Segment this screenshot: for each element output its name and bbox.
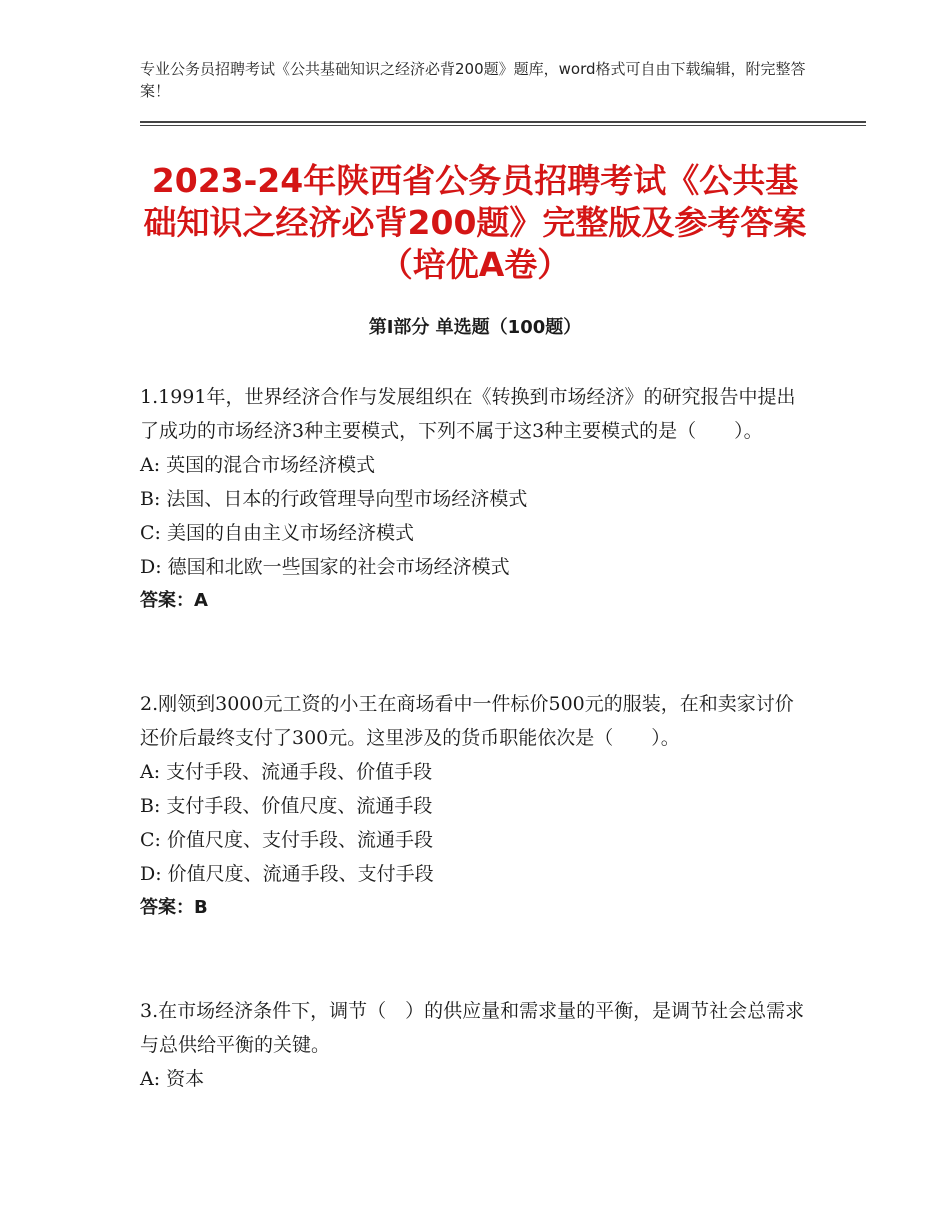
question-3 xyxy=(140,994,810,1096)
answer: 答案：B xyxy=(140,897,208,918)
question-1 xyxy=(140,380,810,618)
option-a: A: 资本 xyxy=(140,1068,205,1090)
document-title: 2023-24年陕西省公务员招聘考试《公共基础知识之经济必背200题》完整版及参考答案（培优A卷） xyxy=(143,161,807,284)
question-stem: 1.1991年，世界经济合作与发展组织在《转换到市场经济》的研究报告中提出了成功的市场经济3种主要模式，下列不属于这3种主要模式的是（ ）。 xyxy=(140,386,796,442)
option-a: A: 支付手段、流通手段、价值手段 xyxy=(140,761,433,783)
header-rule xyxy=(140,121,866,123)
option-d: D: 德国和北欧一些国家的社会市场经济模式 xyxy=(140,556,510,578)
option-b: B: 支付手段、价值尺度、流通手段 xyxy=(140,795,433,817)
header-rule-thin xyxy=(140,125,866,126)
option-d: D: 价值尺度、流通手段、支付手段 xyxy=(140,863,434,885)
answer: 答案：A xyxy=(140,590,208,611)
question-stem: 3.在市场经济条件下，调节（ ）的供应量和需求量的平衡，是调节社会总需求与总供给平衡的关键。 xyxy=(140,1000,805,1056)
question-2 xyxy=(140,687,810,925)
question-stem: 2.刚领到3000元工资的小王在商场看中一件标价500元的服装，在和卖家讨价还价后最终支付了300元。这里涉及的货币职能依次是（ ）。 xyxy=(140,693,794,749)
option-c: C: 美国的自由主义市场经济模式 xyxy=(140,522,414,544)
header-note: 专业公务员招聘考试《公共基础知识之经济必背200题》题库，word格式可自由下载编辑，附完整答案！ xyxy=(140,60,806,100)
option-c: C: 价值尺度、支付手段、流通手段 xyxy=(140,829,433,851)
section-heading: 第I部分 单选题（100题） xyxy=(368,317,582,338)
option-b: B: 法国、日本的行政管理导向型市场经济模式 xyxy=(140,488,528,510)
option-a: A: 英国的混合市场经济模式 xyxy=(140,454,376,476)
